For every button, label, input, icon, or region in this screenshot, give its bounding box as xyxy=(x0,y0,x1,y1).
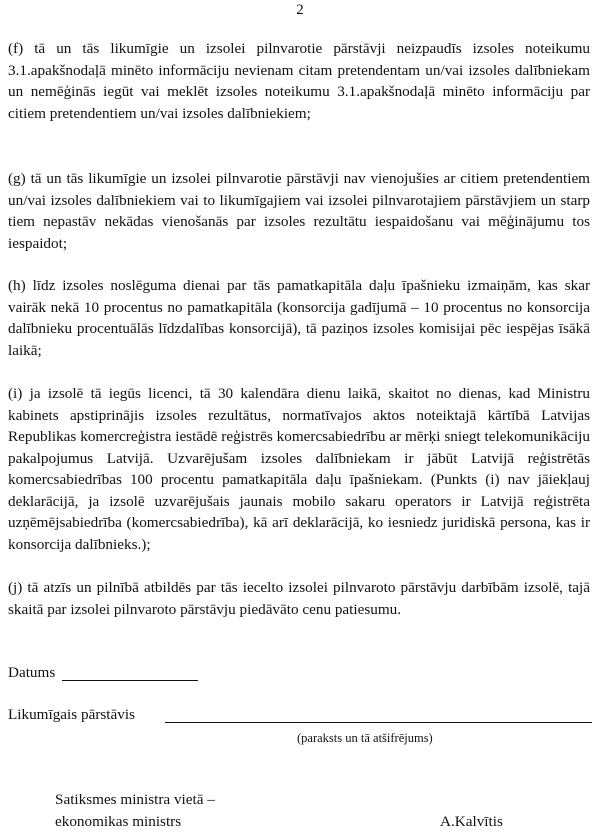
page-number: 2 xyxy=(296,2,304,18)
paragraph-h: (h) līdz izsoles noslēguma dienai par tās pamatkapitāla daļu īpašnieku izmaiņām, kas skar vairāk nekā 10 procentus no pamatkapitāla (konsorcija gadījumā – 10 procentus no konsorcija dalībnieku procentuālās līdzdalības konsorcijā), tā paziņos izsoles komisijai pēc iespējas īsākā laikā; xyxy=(8,277,590,359)
signatory-name: A.Kalvītis xyxy=(440,813,503,830)
position-line-1: Satiksmes ministra vietā – xyxy=(55,791,215,808)
representative-label: Likumīgais pārstāvis xyxy=(8,706,135,723)
signatory-position xyxy=(55,789,215,833)
paragraph-i: (i) ja izsolē tā iegūs licenci, tā 30 kalendāra dienu laikā, skaitot no dienas, kad Ministru kabinets apstiprinājis izsoles rezultātus, normatīvajos aktos noteiktajā kārtībā Latvijas Republikas komercreģistra iestādē reģistrēs komercsabiedrību ar mērķi sniegt telekomunikāciju pakalpojumus Latvijā. Uzvarējušam izsoles dalībniekam ir jābūt Latvijā reģistrētās komercsabiedrības 100 procentu pamatkapitāla daļu īpašniekam. (Punkts (i) nav jāiekļauj deklarācijā, ja izsolē uzvarējušais jaunais mobilo sakaru operators ir Latvijā reģistrēta uzņēmējsabiedrība (komercsabiedrība), kā arī deklarācijā, ko iesniedz juridiskā persona, kas ir konsorcija dalībnieks.); xyxy=(8,385,590,553)
signature-line xyxy=(165,722,592,723)
paragraph-f: (f) tā un tās likumīgie un izsolei pilnvarotie pārstāvji neizpaudīs izsoles noteikumu 3.1.apakšnodaļā minēto informāciju nevienam citam pretendentam un/vai izsoles dalībniekam un nemēģinās iegūt vai meklēt izsoles noteikumu 3.1.apakšnodaļā minēto informāciju par citiem pretendentiem un/vai izsoles dalībniekiem; xyxy=(8,40,590,122)
date-line xyxy=(62,680,198,681)
paragraph-g: (g) tā un tās likumīgie un izsolei pilnvarotie pārstāvji nav vienojušies ar citiem pretendentiem un/vai izsoles dalībniekiem vai to likumīgajiem vai izsolei pilnvarotajiem pārstāvjiem un starp tiem nepastāv nekādas vienošanās par izsoles rezultātu iespaidošanu vai mēģinājumu tos iespaidot; xyxy=(8,170,590,252)
paragraph-j: (j) tā atzīs un pilnībā atbildēs par tās iecelto izsolei pilnvaroto pārstāvju darbībām izsolē, tajā skaitā par izsolei pilnvaroto pārstāvju piedāvāto cenu patiesumu. xyxy=(8,579,590,618)
date-label: Datums xyxy=(8,664,56,681)
signature-note: (paraksts un tā atšifrējums) xyxy=(297,731,433,745)
position-line-2: ekonomikas ministrs xyxy=(55,813,182,830)
